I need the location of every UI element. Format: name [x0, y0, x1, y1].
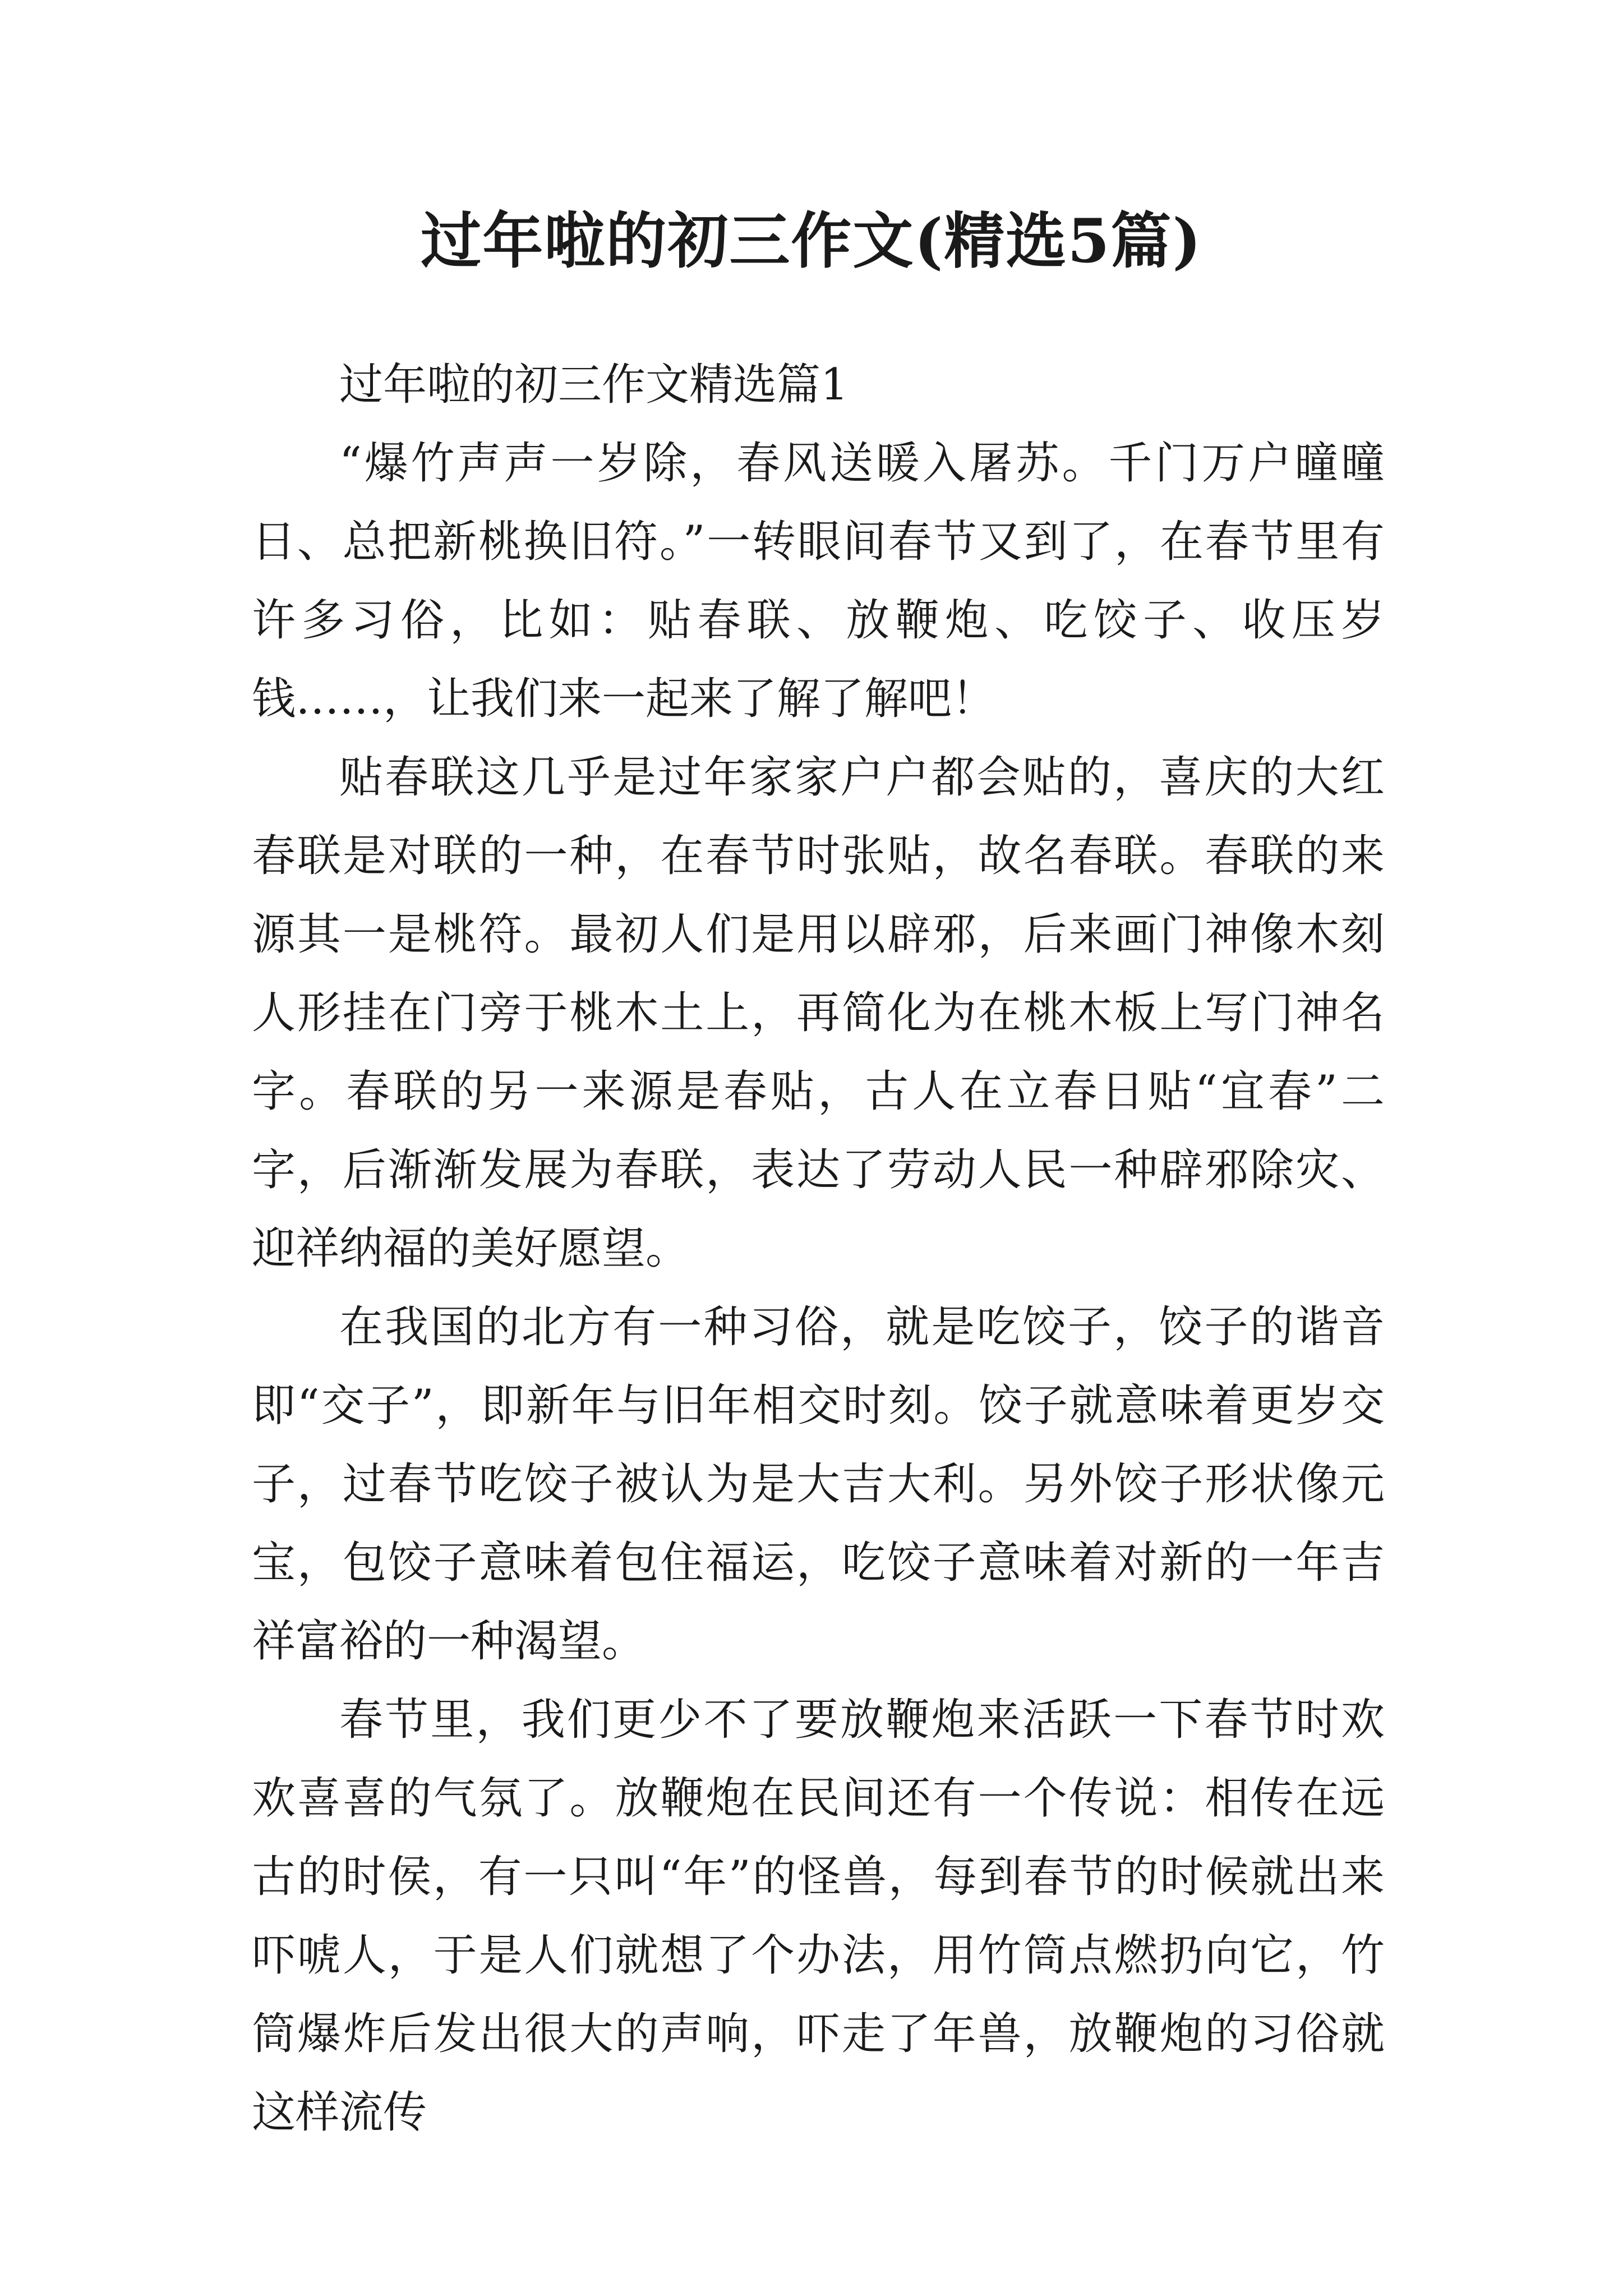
paragraph-dumplings: 在我国的北方有一种习俗，就是吃饺子，饺子的谐音即“交子”，即新年与旧年相交时刻。饺子就意味着更岁交子，过春节吃饺子被认为是大吉大利。另外饺子形状像元宝，包饺子意味着包住福运，吃饺子意味着对新的一年吉祥富裕的一种渴望。	[252, 1302, 1385, 1667]
paragraph-firecrackers: 春节里，我们更少不了要放鞭炮来活跃一下春节时欢欢喜喜的气氛了。放鞭炮在民间还有一个传说：相传在远古的时侯，有一只叫“年”的怪兽，每到春节的时候就出来吓唬人，于是人们就想了个办法，用竹筒点燃扔向它，竹筒爆炸后发出很大的声响，吓走了年兽，放鞭炮的习俗就这样流传	[252, 1695, 1385, 2138]
document-title: 过年啦的初三作文(精选5篇)	[421, 206, 1202, 277]
paragraph-spring-couplets: 贴春联这几乎是过年家家户户都会贴的，喜庆的大红春联是对联的一种，在春节时张贴，故名春联。春联的来源其一是桃符。最初人们是用以辟邪，后来画门神像木刻人形挂在门旁于桃木土上，再简化为在桃木板上写门神名字。春联的另一来源是春贴，古人在立春日贴“宜春”二字，后渐渐发展为春联，表达了劳动人民一种辟邪除灾、迎祥纳福的美好愿望。	[252, 752, 1385, 1274]
section-heading: 过年啦的初三作文精选篇1	[339, 360, 849, 410]
document-body	[252, 346, 1385, 2152]
paragraph-intro: “爆竹声声一岁除，春风送暖入屠苏。千门万户曈曈日、总把新桃换旧符。”一转眼间春节又到了，在春节里有许多习俗，比如：贴春联、放鞭炮、吃饺子、收压岁钱……，让我们来一起来了解了解吧！	[252, 438, 1385, 724]
